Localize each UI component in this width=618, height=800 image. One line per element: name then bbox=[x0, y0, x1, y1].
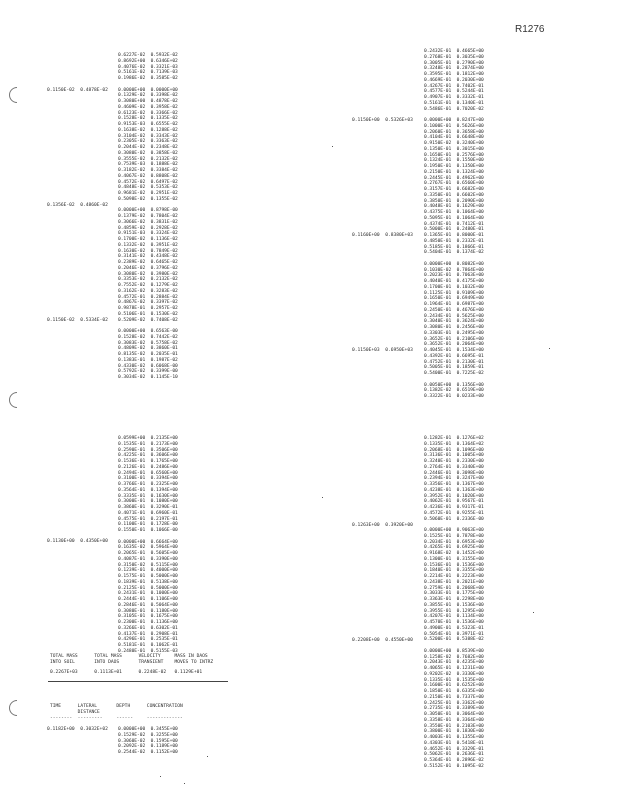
data-row: 0.0599E+00 0.2135E+00 bbox=[118, 436, 178, 441]
data-row: 0.0000E+00 0.0000E+00 bbox=[118, 87, 178, 93]
data-row: 0.1575E-01 0.5000E+00 bbox=[118, 574, 178, 579]
data-row: 0.2065E-01 0.5605E+00 bbox=[118, 551, 178, 556]
data-row: 0.2060E-01 0.3658E+00 bbox=[424, 129, 484, 135]
data-row: 0.4296E-01 0.2535E-01 bbox=[118, 637, 178, 643]
data-row: 0.7552E-02 0.1279E-02 bbox=[118, 283, 178, 288]
data-row: 0.2444E-01 0.1106E+00 bbox=[118, 597, 178, 602]
data-row: 0.1383E-01 0.1987E-02 bbox=[118, 357, 178, 363]
data-row: 0.4374E-01 0.7412E-01 bbox=[424, 221, 484, 227]
data-row: 0.1700E-02 0.1136E-02 bbox=[118, 237, 178, 242]
data-row: 0.4572E-01 0.9255E-01 bbox=[424, 510, 484, 516]
data-row: 0.1379E-02 0.7804E-02 bbox=[118, 214, 178, 219]
data-row: 0.3182E-02 0.3384E-02 bbox=[118, 168, 178, 173]
scan-speck bbox=[549, 348, 550, 349]
data-row: 0.9153E-03 0.6555E-02 bbox=[118, 122, 178, 127]
page-reference-number: R1276 bbox=[515, 24, 545, 35]
data-row: 0.4040E-01 0.4175E+00 bbox=[424, 279, 484, 284]
data-row: 0.4850E-01 0.2332E-01 bbox=[424, 238, 484, 244]
data-row: 0.2432E-01 0.4665E+00 bbox=[424, 49, 484, 54]
data-row: 0.1536E-01 0.1765E+00 bbox=[118, 459, 178, 464]
data-row: 0.5106E-01 0.1530E-02 bbox=[118, 311, 178, 317]
group-label: 0.1263E+00 0.3920E+00 bbox=[352, 523, 413, 528]
data-row: 0.3855E-01 0.1536E+00 bbox=[424, 602, 484, 608]
data-row: 0.1630E-02 0.7849E-02 bbox=[118, 248, 178, 254]
data-row: 0.5161E-01 0.1340E-01 bbox=[424, 100, 484, 106]
data-row: 0.8135E-02 0.2035E-01 bbox=[118, 352, 178, 357]
data-row: 0.4048E-01 0.1629E+00 bbox=[424, 204, 484, 210]
data-row: 0.5364E-01 0.2896E-02 bbox=[424, 758, 484, 763]
data-row: 0.3240E-01 0.2330E+00 bbox=[424, 459, 484, 464]
data-row: 0.3080E-02 0.3858E-02 bbox=[118, 150, 178, 156]
data-row: 0.1000E-01 0.5626E+00 bbox=[424, 123, 484, 129]
data-row: 0.2034E-01 0.6953E+00 bbox=[424, 539, 484, 545]
data-row: 0.9878E-01 0.2957E-02 bbox=[118, 306, 178, 311]
data-row: 0.4207E-01 0.1134E+00 bbox=[424, 614, 484, 620]
data-row: 0.1300E-01 0.3155E+00 bbox=[424, 556, 484, 562]
data-row: 0.2434E-01 0.5625E+00 bbox=[424, 313, 484, 319]
data-row: 0.3550E-01 0.2103E+00 bbox=[424, 723, 484, 729]
data-row: 0.3005E-01 0.2790E+00 bbox=[424, 60, 484, 66]
data-row: 0.1100E-01 0.1728E-00 bbox=[118, 522, 178, 528]
data-row: 0.2590E-01 0.3506E+00 bbox=[118, 447, 178, 453]
data-row: 0.1329E-02 0.3398E-02 bbox=[118, 93, 178, 99]
data-row: 0.5054E-01 0.3971E-01 bbox=[424, 631, 484, 637]
group-label: 0.1160E+00 0.8380E+03 bbox=[352, 233, 413, 238]
data-row: 0.9202E-02 0.3330E+00 bbox=[424, 671, 484, 677]
data-row: 0.2150E-01 0.7337E+00 bbox=[424, 694, 484, 700]
scan-speck bbox=[322, 497, 323, 498]
data-row: 0.2759E-01 0.2068E+00 bbox=[424, 585, 484, 591]
data-row: 0.3353E-02 0.2132E-02 bbox=[118, 277, 178, 283]
data-row: 0.3105E-01 0.1675E+00 bbox=[118, 614, 178, 620]
table-dash-line: -------- --------- ------ ------------- bbox=[50, 716, 183, 721]
data-row: 0.5005E-01 0.1859E-01 bbox=[424, 365, 484, 371]
data-row: 0.5400E-01 0.7225E-02 bbox=[424, 371, 484, 376]
data-row: 0.0000E+00 0.8539E+00 bbox=[424, 648, 484, 654]
data-row: 0.3060E-02 0.1595E+00 bbox=[118, 738, 178, 744]
data-row: 0.9150E-02 0.3240E+00 bbox=[424, 141, 484, 146]
data-row: 0.3595E-01 0.1812E+00 bbox=[424, 72, 484, 77]
separator-line bbox=[48, 681, 228, 682]
data-row: 0.3358E-01 0.3364E+00 bbox=[424, 717, 484, 723]
data-row: 0.1335E-01 0.1535E+00 bbox=[424, 677, 484, 683]
data-row: 0.5161E-02 0.7139E-03 bbox=[118, 70, 178, 76]
totals-values: 0.2267E+03 0.1113E+01 0.2248E-02 0.1129E+01 bbox=[50, 670, 203, 675]
data-row: 0.5209E-02 0.7408E-02 bbox=[118, 317, 178, 323]
data-row: 0.5792E-02 0.3399E-00 bbox=[118, 369, 178, 375]
data-row: 0.1528E-02 0.7442E-02 bbox=[118, 334, 178, 340]
data-row: 0.4907E-01 0.3332E-01 bbox=[424, 95, 484, 100]
data-row: 0.1529E-02 0.3255E+00 bbox=[118, 732, 178, 738]
data-row: 0.3555E-02 0.2132E-02 bbox=[118, 156, 178, 162]
data-row: 0.3000E-01 0.1080E+00 bbox=[118, 499, 178, 505]
table-header-line-1: TIME LATERAL DEPTH CONCENTRATION bbox=[50, 704, 183, 709]
data-row: 0.6123E-02 0.3366E-02 bbox=[118, 110, 178, 116]
data-row: 0.2425E-01 0.3362E+00 bbox=[424, 700, 484, 706]
data-row: 0.0000E+00 0.8798E-00 bbox=[118, 208, 178, 214]
data-row: 0.1986E-02 0.3585E-02 bbox=[118, 76, 178, 81]
data-row: 0.1550E-01 0.1066E-00 bbox=[118, 528, 178, 533]
scan-speck bbox=[332, 146, 333, 147]
data-row: 0.2446E-01 0.3098E+00 bbox=[424, 470, 484, 476]
data-row: 0.3080E+00 0.4878E-02 bbox=[118, 99, 178, 104]
data-row: 0.1850E-01 0.6335E+00 bbox=[424, 689, 484, 694]
data-row: 0.3083E-02 0.5758E-02 bbox=[118, 340, 178, 346]
data-row: 0.4104E-01 0.6648E+00 bbox=[424, 135, 484, 141]
data-row: 0.2764E-01 0.3340E+00 bbox=[424, 464, 484, 470]
data-row: 0.2068E-01 0.1096E+00 bbox=[424, 447, 484, 453]
data-row: 0.5098E-02 0.1355E-02 bbox=[118, 196, 178, 202]
data-row: 0.1600E-01 0.6252E+00 bbox=[424, 683, 484, 689]
data-row: 0.4330E-02 0.6068E-00 bbox=[118, 363, 178, 369]
totals-header-line-2: INTO SOIL INTO DAOS TRANSIENT MOVES TO INTRZ bbox=[50, 660, 214, 665]
data-row: 0.4609E-02 0.3958E-02 bbox=[118, 104, 178, 110]
data-row: 0.1324E-01 0.1550E+00 bbox=[424, 158, 484, 164]
data-row: 0.0000E+00 0.6664E+00 bbox=[118, 539, 178, 545]
group-label: 0.1150E+00 0.5326E+03 bbox=[352, 118, 413, 123]
data-row: 0.5200E-01 0.5388E-02 bbox=[424, 637, 484, 643]
data-row: 0.1030E-02 0.7864E+00 bbox=[424, 267, 484, 273]
data-row: 0.2044E-02 0.2348E-02 bbox=[118, 145, 178, 150]
data-row: 0.1840E-01 0.3355E+00 bbox=[424, 568, 484, 574]
data-row: 0.5404E-01 0.1374E-02 bbox=[424, 250, 484, 256]
data-row: 0.9168E-02 0.1452E+00 bbox=[424, 551, 484, 556]
data-row: 0.5060E-01 0.2336E-00 bbox=[424, 516, 484, 522]
data-row: 0.0000E+00 0.6563E-00 bbox=[118, 329, 178, 334]
group-label: 0.1150E-02 0.5334E-02 bbox=[47, 318, 108, 323]
data-row: 0.2445E-01 0.4962E+00 bbox=[424, 175, 484, 181]
data-row: 0.2305E-02 0.3363E-02 bbox=[118, 139, 178, 145]
data-row: 0.0000E+00 0.3455E+00 bbox=[118, 727, 178, 732]
data-row: 0.2125E-01 0.5000E+00 bbox=[118, 585, 178, 591]
data-row: 0.2214E-01 0.2223E+00 bbox=[424, 574, 484, 579]
data-row: 0.1635E-02 0.5964E+00 bbox=[118, 545, 178, 551]
data-row: 0.3363E-01 0.2298E+00 bbox=[424, 597, 484, 602]
data-row: 0.3080E-01 0.1180E+00 bbox=[118, 608, 178, 614]
group-label: 0.1356E-02 0.4860E-02 bbox=[47, 203, 108, 208]
data-row: 0.4045E-01 0.1534E+00 bbox=[424, 348, 484, 353]
totals-header-line-1: TOTAL MASS TOTAL MASS VELOCITY MASS IN DAOS bbox=[50, 654, 208, 659]
group-label: 0.1130E+00 0.4350E+00 bbox=[47, 539, 108, 544]
data-row: 0.2480E-01 0.5155E-03 bbox=[118, 648, 178, 654]
data-row: 0.2300E-01 0.1136E+00 bbox=[118, 620, 178, 625]
data-row: 0.3800E-01 0.1830E+00 bbox=[424, 729, 484, 735]
data-row: 0.0000E+00 0.9063E+00 bbox=[424, 528, 484, 533]
data-row: 0.0000E+00 0.8247E+00 bbox=[424, 118, 484, 123]
data-row: 0.1258E-02 0.7682E+00 bbox=[424, 654, 484, 660]
data-row: 0.4572E-01 0.2884E-02 bbox=[118, 294, 178, 300]
data-row: 0.3141E-02 0.4348E-02 bbox=[118, 254, 178, 260]
data-row: 0.4137E-01 0.2908E-01 bbox=[118, 631, 178, 637]
data-row: 0.1638E-02 0.1288E-02 bbox=[118, 127, 178, 133]
data-row: 0.3850E-01 0.2090E+00 bbox=[424, 198, 484, 204]
group-label: 0.1182E+00 0.3032E+02 bbox=[47, 727, 108, 732]
data-row: 0.4238E-01 0.1363E+00 bbox=[424, 487, 484, 493]
data-row: 0.4575E-01 0.2197E-01 bbox=[118, 516, 178, 522]
data-row: 0.4067E-02 0.8808E-02 bbox=[118, 173, 178, 179]
data-row: 0.4062E-01 0.9567E-01 bbox=[424, 499, 484, 505]
scan-speck bbox=[160, 776, 161, 777]
data-row: 0.2846E-01 0.5064E+00 bbox=[118, 602, 178, 608]
data-row: 0.5185E-01 0.1866E-01 bbox=[424, 244, 484, 250]
data-row: 0.3080E-01 0.2456E+00 bbox=[424, 325, 484, 330]
group-label: 0.2208E+00 0.4550E+00 bbox=[352, 638, 413, 643]
data-row: 0.3104E-02 0.3343E-02 bbox=[118, 133, 178, 139]
data-row: 0.2544E-02 0.1152E+00 bbox=[118, 750, 178, 755]
data-row: 0.5486E-01 0.7020E-02 bbox=[424, 106, 484, 112]
data-column-upper-right bbox=[424, 49, 484, 400]
data-row: 0.5152E-01 0.1095E-02 bbox=[424, 763, 484, 769]
data-row: 0.1839E-01 0.5138E+00 bbox=[118, 579, 178, 585]
data-row: 0.3356E-01 0.1367E+00 bbox=[424, 482, 484, 487]
data-row: 0.7539E-03 0.1888E-02 bbox=[118, 162, 178, 168]
data-row: 0.3652E-01 0.2064E+00 bbox=[424, 342, 484, 348]
data-row: 0.1528E-02 0.1335E-02 bbox=[118, 116, 178, 122]
data-row: 0.3952E-01 0.1020E+00 bbox=[424, 493, 484, 499]
data-row: 0.3050E-01 0.3064E+00 bbox=[424, 712, 484, 717]
data-row: 0.8692E+00 0.6346E+02 bbox=[118, 58, 178, 64]
data-row: 0.4577E-01 0.5244E-01 bbox=[424, 89, 484, 95]
data-row: 0.2768E-01 0.3035E+00 bbox=[424, 54, 484, 60]
data-row: 0.2126E-01 0.2486E+00 bbox=[118, 464, 178, 470]
data-row: 0.4669E-01 0.2030E+00 bbox=[424, 77, 484, 83]
data-row: 0.1382E-02 0.6519E+00 bbox=[424, 388, 484, 394]
data-row: 0.2394E-01 0.3247E+00 bbox=[424, 476, 484, 482]
scan-speck bbox=[184, 783, 185, 784]
data-row: 0.0000E+00 0.8082E+00 bbox=[424, 261, 484, 267]
data-row: 0.3335E-01 0.1630E+00 bbox=[118, 493, 178, 499]
data-row: 0.4267E-01 0.7402E-01 bbox=[424, 83, 484, 89]
data-row: 0.4848E-02 0.5353E-02 bbox=[118, 185, 178, 191]
data-row: 0.3652E-01 0.2106E+00 bbox=[424, 336, 484, 342]
data-row: 0.1964E-01 0.6987E+00 bbox=[424, 302, 484, 307]
data-row: 0.1700E-01 0.1032E+00 bbox=[424, 284, 484, 290]
data-row: 0.3162E-02 0.3283E-02 bbox=[118, 288, 178, 294]
data-row: 0.2767E-01 0.6560E+00 bbox=[424, 181, 484, 187]
data-row: 0.2735E-01 0.3389E+00 bbox=[424, 706, 484, 712]
data-row: 0.4859E-02 0.2928E-02 bbox=[118, 225, 178, 231]
data-row: 0.4652E-01 0.3329E-01 bbox=[424, 746, 484, 752]
data-row: 0.3066E-02 0.3831E-02 bbox=[118, 219, 178, 225]
data-row: 0.4867E-02 0.3397E-02 bbox=[118, 300, 178, 306]
data-column-lower-table bbox=[118, 727, 178, 756]
data-row: 0.3034E-02 0.1145E-10 bbox=[118, 375, 178, 380]
data-row: 0.3955E-01 0.1295E+00 bbox=[424, 608, 484, 614]
data-row: 0.4392E-01 0.6695E-01 bbox=[424, 353, 484, 359]
data-row: 0.4572E-02 0.6497E-02 bbox=[118, 179, 178, 185]
data-column-lower-left bbox=[118, 436, 178, 655]
scan-speck bbox=[207, 756, 208, 757]
data-row: 0.5181E-01 0.1062E-01 bbox=[118, 643, 178, 648]
data-row: 0.3080E-02 0.3980E-02 bbox=[118, 271, 178, 277]
data-row: 0.1536E-01 0.1536E+00 bbox=[424, 562, 484, 568]
data-row: 0.3040E-01 0.3624E+00 bbox=[424, 319, 484, 325]
data-row: 0.9681E-02 0.2951E-02 bbox=[118, 191, 178, 196]
binder-hole-mark bbox=[9, 700, 25, 716]
data-row: 0.1535E-01 0.2173E+00 bbox=[118, 441, 178, 447]
data-row: 0.4087E-01 0.3390E+00 bbox=[118, 556, 178, 562]
data-row: 0.2023E-01 0.7063E+00 bbox=[424, 273, 484, 279]
data-row: 0.1650E-01 0.2576E+00 bbox=[424, 152, 484, 158]
group-label: 0.1150E+03 0.6950E+03 bbox=[352, 348, 413, 353]
group-label: 0.1150E-02 0.4878E-02 bbox=[47, 88, 108, 93]
data-row: 0.4065E-01 0.1231E+00 bbox=[424, 666, 484, 671]
data-row: 0.2494E-01 0.6560E+00 bbox=[118, 470, 178, 476]
data-row: 0.1950E-01 0.1350E+00 bbox=[424, 164, 484, 169]
data-row: 0.1239E-01 0.4000E+00 bbox=[118, 568, 178, 574]
data-row: 0.3150E-02 0.5115E+00 bbox=[118, 562, 178, 568]
data-row: 0.4071E-01 0.6960E-01 bbox=[118, 510, 178, 516]
data-row: 0.2431E-01 0.1000E+00 bbox=[118, 591, 178, 597]
data-row: 0.1365E-01 0.8000E-01 bbox=[424, 233, 484, 238]
data-row: 0.4265E-01 0.6925E+00 bbox=[424, 545, 484, 551]
data-row: 0.3564E-01 0.1394E+00 bbox=[118, 487, 178, 493]
data-row: 0.4225E-01 0.3606E+00 bbox=[118, 453, 178, 459]
data-row: 0.3136E-01 0.1005E+00 bbox=[424, 453, 484, 459]
data-row: 0.5095E-01 0.1064E+00 bbox=[424, 215, 484, 221]
data-row: 0.2043E-01 0.4235E+00 bbox=[424, 660, 484, 666]
data-row: 0.1332E-02 0.3951E-02 bbox=[118, 242, 178, 248]
data-row: 0.1525E-01 0.7878E+00 bbox=[424, 533, 484, 539]
data-row: 0.3350E-01 0.6602E+00 bbox=[424, 192, 484, 198]
data-row: 0.3766E-01 0.2325E+00 bbox=[118, 482, 178, 487]
data-row: 0.2092E-02 0.1189E+00 bbox=[118, 744, 178, 750]
data-row: 0.3266E-01 0.6302E-01 bbox=[118, 625, 178, 631]
data-row: 0.1282E-01 0.1276E+02 bbox=[424, 436, 484, 441]
data-row: 0.3322E-01 0.0233E+00 bbox=[424, 394, 484, 399]
data-row: 0.4076E-02 0.3321E-03 bbox=[118, 64, 178, 70]
data-row: 0.4003E-01 0.1355E+00 bbox=[424, 735, 484, 740]
data-row: 0.3303E-01 0.2495E+00 bbox=[424, 330, 484, 336]
binder-hole-mark bbox=[9, 392, 25, 408]
data-row: 0.1350E-01 0.3015E+00 bbox=[424, 146, 484, 152]
table-header-line-2: DISTANCE bbox=[50, 710, 100, 715]
data-row: 0.3157E-01 0.6682E+00 bbox=[424, 187, 484, 192]
data-row: 0.4752E-01 0.2130E-01 bbox=[424, 359, 484, 365]
data-row: 0.4809E-02 0.3860E-01 bbox=[118, 346, 178, 352]
data-row: 0.2389E-02 0.6465E-02 bbox=[118, 260, 178, 265]
data-row: 0.4570E-01 0.1536E+00 bbox=[424, 620, 484, 625]
data-row: 0.4303E-01 0.5418E-01 bbox=[424, 740, 484, 746]
data-row: 0.2450E-01 0.4676E+00 bbox=[424, 307, 484, 313]
data-row: 0.3860E-01 0.3290E-01 bbox=[118, 505, 178, 510]
data-row: 0.4236E-01 0.9317E-01 bbox=[424, 505, 484, 510]
data-row: 0.2438E-01 0.2021E+00 bbox=[424, 579, 484, 585]
binder-hole-mark bbox=[9, 87, 25, 103]
data-row: 0.5062E-01 0.2636E-01 bbox=[424, 752, 484, 758]
data-row: 0.1650E-01 0.6949E+00 bbox=[424, 296, 484, 302]
data-row: 0.3100E-01 0.3394E+00 bbox=[118, 476, 178, 482]
data-row: 0.3033E-01 0.1775E+00 bbox=[424, 591, 484, 597]
data-row: 0.2150E-01 0.1324E+00 bbox=[424, 169, 484, 175]
data-row: 0.5000E-01 0.2480E-01 bbox=[424, 227, 484, 233]
data-row: 0.1335E-01 0.1364E+02 bbox=[424, 441, 484, 447]
scan-speck bbox=[533, 612, 534, 613]
data-row: 0.1125E-01 0.9109E+00 bbox=[424, 290, 484, 296]
data-row: 0.3248E-01 0.2874E+00 bbox=[424, 66, 484, 72]
data-row: 0.2046E-02 0.3796E-02 bbox=[118, 265, 178, 271]
data-row: 0.6227E-02 0.5932E-02 bbox=[118, 53, 178, 58]
data-row: 0.4900E-01 0.5323E-01 bbox=[424, 625, 484, 631]
data-column-upper-left bbox=[118, 53, 178, 381]
data-row: 0.4375E-01 0.1064E+00 bbox=[424, 210, 484, 215]
data-row: 0.0050E+00 0.1356E+00 bbox=[424, 382, 484, 388]
data-row: 0.9151E-03 0.3324E-02 bbox=[118, 231, 178, 237]
data-column-lower-right bbox=[424, 436, 484, 770]
